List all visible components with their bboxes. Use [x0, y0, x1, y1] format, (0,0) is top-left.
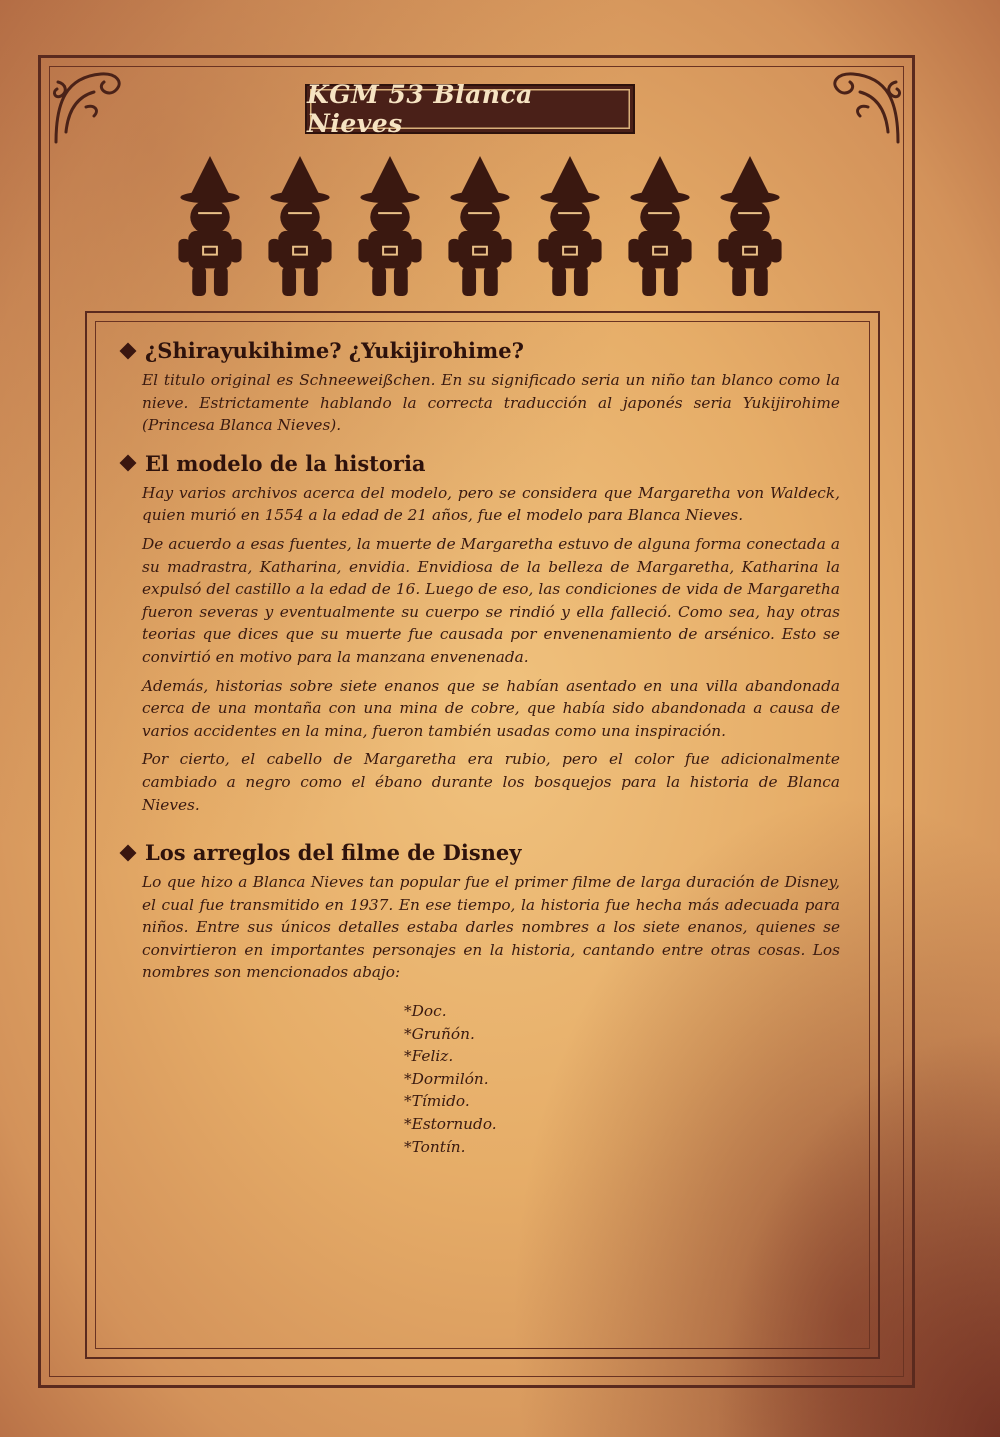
- list-item: *Tímido.: [404, 1092, 470, 1111]
- paragraph: De acuerdo a esas fuentes, la muerte de Margaretha estuvo de alguna forma conectada a su madrastra, Katharina, envidia. Envidiosa de la belleza de Margaretha, Katharina la expulsó del castillo a la edad de 16. Luego de eso, las condiciones de vida de Margaretha fueron severas y eventualmente su cuerpo se rindió y ella falleció. Como sea, hay otras teorias que dices que su muerte fue causada por envenenamiento de arsénico. Esto se convirtió en motivo para la manzana envenenada.: [142, 534, 840, 666]
- page-title: KGM 53 Blanca Nieves: [307, 80, 533, 138]
- section-heading: [118, 451, 840, 476]
- section-heading-text: Los arreglos del filme de Disney: [145, 840, 522, 866]
- list-item: *Dormilón.: [404, 1069, 489, 1088]
- section-disney: [118, 840, 840, 984]
- article-body: [118, 338, 840, 1158]
- ornament-icon: [46, 62, 136, 152]
- diamond-icon: [120, 844, 137, 861]
- paragraph: Además, historias sobre siete enanos que se habían asentado en una villa abandonada cerca de una montaña con una mina de cobre, que había sido abandonada a causa de varios accidentes en la mina, fueron también usadas como una inspiración.: [142, 676, 840, 740]
- title-plaque: [305, 80, 635, 138]
- diamond-icon: [120, 342, 137, 359]
- ornament-icon: [818, 62, 908, 152]
- dwarf-icon: [620, 152, 700, 300]
- dwarves-row: [170, 150, 790, 300]
- dwarf-icon: [350, 152, 430, 300]
- section-shirayukihime: [118, 338, 840, 437]
- paragraph: Lo que hizo a Blanca Nieves tan popular fue el primer filme de larga duración de Disney, el cual fue transmitido en 1937. En ese tiempo, la historia fue hecha más adecuada para niños. Entre sus únicos detalles estaba darles nombres a los siete enanos, quienes se convirtieron en importantes personajes en la historia, cantando entre otras cosas. Los nombres son mencionados abajo:: [142, 873, 840, 982]
- dwarf-icon: [440, 152, 520, 300]
- paragraph: Por cierto, el cabello de Margaretha era rubio, pero el color fue adicionalmente cambiado a negro como el ébano durante los bosquejos para la historia de Blanca Nieves.: [142, 750, 840, 814]
- dwarf-icon: [530, 152, 610, 300]
- list-item: *Gruñón.: [404, 1024, 475, 1043]
- diamond-icon: [120, 455, 137, 472]
- list-item: *Tontín.: [404, 1137, 466, 1156]
- dwarf-icon: [260, 152, 340, 300]
- dwarf-icon: [170, 152, 250, 300]
- section-heading-text: El modelo de la historia: [145, 450, 426, 476]
- section-heading: [118, 338, 840, 363]
- dwarf-names-list: [404, 1000, 840, 1158]
- list-item: *Feliz.: [404, 1047, 454, 1066]
- section-heading-text: ¿Shirayukihime? ¿Yukijirohime?: [145, 338, 524, 363]
- paragraph: Hay varios archivos acerca del modelo, pero se considera que Margaretha von Waldeck, quien murió en 1554 a la edad de 21 años, fue el modelo para Blanca Nieves.: [142, 483, 840, 525]
- paragraph: El titulo original es Schneeweißchen. En su significado seria un niño tan blanco como la nieve. Estrictamente hablando la correcta traducción al japonés seria Yukijirohime (Princesa Blanca Nieves).: [142, 371, 840, 435]
- section-modelo: [118, 451, 840, 816]
- list-item: *Estornudo.: [404, 1115, 497, 1134]
- section-heading: [118, 840, 840, 865]
- list-item: *Doc.: [404, 1002, 447, 1021]
- dwarf-icon: [710, 152, 790, 300]
